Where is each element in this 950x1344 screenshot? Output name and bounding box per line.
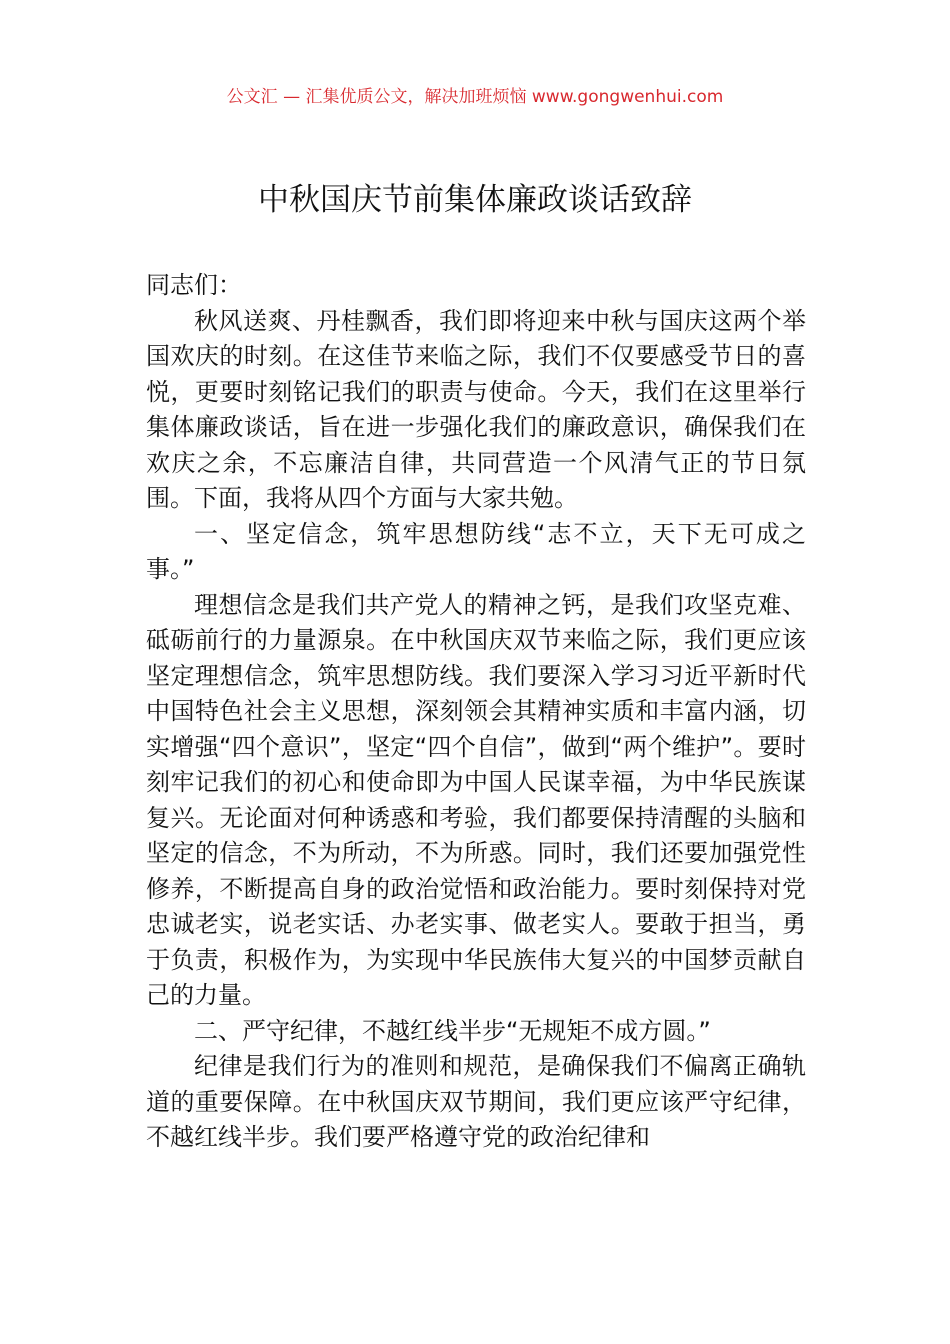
section-heading-2: 二、严守纪律，不越红线半步“无规矩不成方圆。” — [194, 1016, 711, 1045]
header-banner: 公文汇 — 汇集优质公文，解决加班烦恼 www.gongwenhui.com — [226, 87, 724, 107]
section-heading-1: 一、坚定信念，筑牢思想防线“志不立，天下无可成之事。” — [146, 519, 806, 583]
paragraph-intro: 秋风送爽、丹桂飘香，我们即将迎来中秋与国庆这两个举国欢庆的时刻。在这佳节来临之际，我们不仅要感受节日的喜悦，更要时刻铭记我们的职责与使命。今天，我们在这里举行集体廉政谈话，旨在进一步强化我们的廉政意识，确保我们在欢庆之余，不忘廉洁自律，共同营造一个风清气正的节日氛围。下面，我将从四个方面与大家共勉。 — [146, 306, 806, 512]
paragraph-section-1: 理想信念是我们共产党人的精神之钙，是我们攻坚克难、砥砺前行的力量源泉。在中秋国庆双节来临之际，我们更应该坚定理想信念，筑牢思想防线。我们要深入学习习近平新时代中国特色社会主义思想，深刻领会其精神实质和丰富内涵，切实增强“四个意识”，坚定“四个自信”，做到“两个维护”。要时刻牢记我们的初心和使命即为中国人民谋幸福，为中华民族谋复兴。无论面对何种诱惑和考验，我们都要保持清醒的头脑和坚定的信念，不为所动，不为所惑。同时，我们还要加强党性修养，不断提高自身的政治觉悟和政治能力。要时刻保持对党忠诚老实，说老实话、办老实事、做老实人。要敢于担当，勇于负责，积极作为，为实现中华民族伟大复兴的中国梦贡献自己的力量。 — [146, 590, 806, 1009]
paragraph-section-2: 纪律是我们行为的准则和规范，是确保我们不偏离正确轨道的重要保障。在中秋国庆双节期间，我们更应该严守纪律，不越红线半步。我们要严格遵守党的政治纪律和 — [146, 1052, 806, 1151]
salutation: 同志们： — [146, 271, 242, 299]
document-body — [146, 268, 806, 1156]
document-title: 中秋国庆节前集体廉政谈话致辞 — [258, 182, 692, 218]
